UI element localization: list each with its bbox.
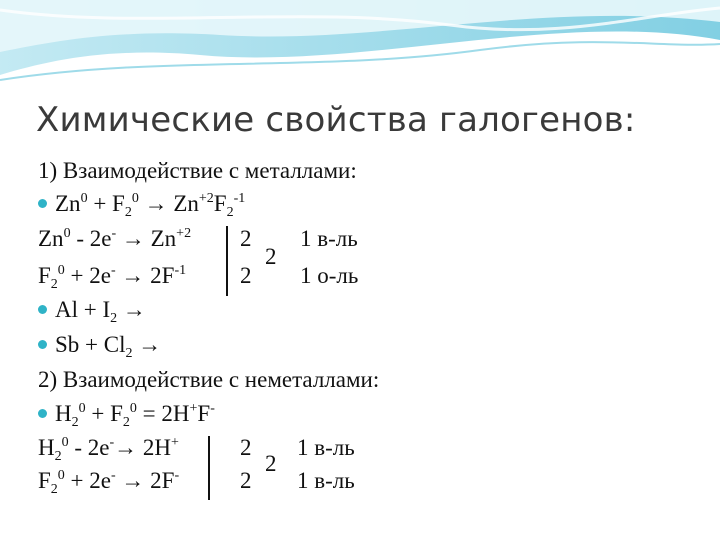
section1-equation-2: $Al + I_2$ →	[38, 296, 146, 324]
role-label: 1 в-ль	[300, 226, 358, 251]
balance-divider	[208, 436, 210, 500]
section1-half-reaction-2: $F_2^0 + 2e^- \to 2F^{-1}$	[38, 263, 187, 292]
common-multiple: 2	[265, 244, 277, 269]
section1-equation-3: $Sb + Cl_2$ →	[38, 331, 161, 359]
section1-equation-1: $Zn^0 + F_2^0 \to Zn^{+2}F_2^{-1}$	[38, 190, 245, 218]
bullet-icon	[38, 340, 47, 349]
section2-half-reaction-1: $H_2^0 - 2e^-\to 2H^+$	[38, 435, 179, 464]
coefficient: 2	[240, 263, 252, 288]
coefficient: 2	[240, 435, 252, 460]
section2-half-reaction-2: $F_2^0 + 2e^- \to 2F^-$	[38, 468, 180, 497]
balance-divider	[226, 226, 228, 296]
section2-heading: 2) Взаимодействие с неметаллами:	[38, 367, 380, 392]
section1-heading: 1) Взаимодействие с металлами:	[38, 158, 357, 183]
coefficient: 2	[240, 468, 252, 493]
section1-half-reaction-1: $Zn^0 - 2e^- \to Zn^{+2}$	[38, 226, 192, 251]
common-multiple: 2	[265, 451, 277, 476]
role-label: 1 в-ль	[297, 468, 355, 493]
slide-title: Химические свойства галогенов:	[36, 100, 636, 140]
section2-equation-1: $H_2^0 + F_2^0 = 2H^+F^-$	[38, 400, 215, 428]
bullet-icon	[38, 409, 47, 418]
header-wave-decoration	[0, 0, 720, 95]
role-label: 1 о-ль	[300, 263, 359, 288]
bullet-icon	[38, 305, 47, 314]
bullet-icon	[38, 199, 47, 208]
coefficient: 2	[240, 226, 252, 251]
role-label: 1 в-ль	[297, 435, 355, 460]
